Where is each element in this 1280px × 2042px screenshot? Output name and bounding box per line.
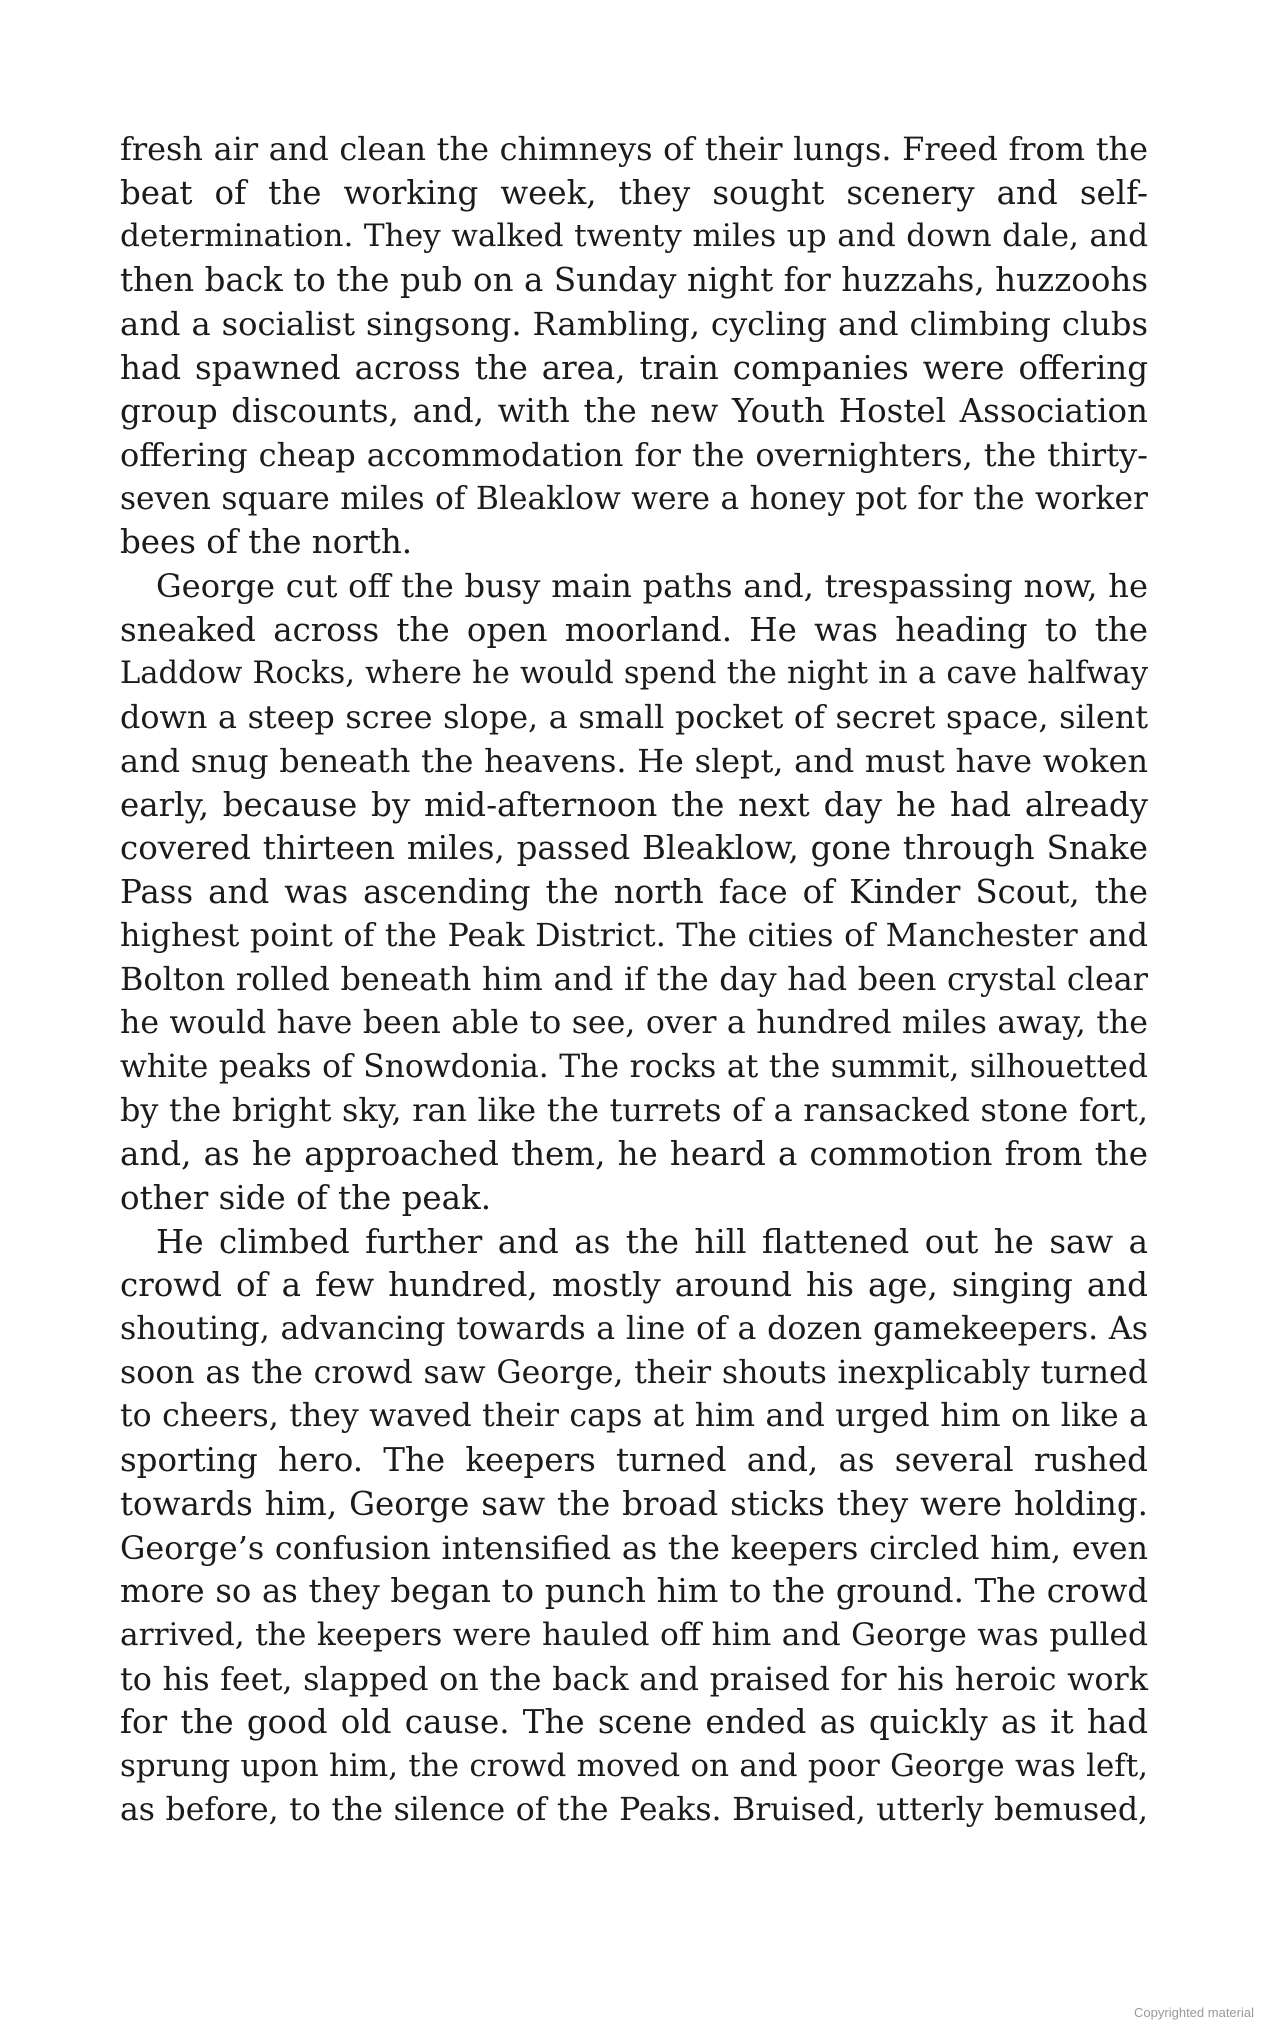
paragraph-3 <box>120 1221 1148 1833</box>
text-line: then back to the pub on a Sunday night for huzzahs, huzzoohs <box>120 261 1148 300</box>
text-line: arrived, the keepers were hauled off him and George was pulled <box>120 1616 1148 1653</box>
text-line: George cut off the busy main paths and, trespassing now, he <box>156 567 1148 606</box>
paragraph-1 <box>120 128 1148 565</box>
text-line: and a socialist singsong. Rambling, cycling and climbing clubs <box>120 304 1148 343</box>
text-line: other side of the peak. <box>120 1178 492 1217</box>
text-line: sneaked across the open moorland. He was heading to the <box>120 610 1148 649</box>
text-line: fresh air and clean the chimneys of their lungs. Freed from the <box>120 130 1148 168</box>
text-line: group discounts, and, with the new Youth Hostel Association <box>120 392 1148 431</box>
text-line: seven square miles of Bleaklow were a honey pot for the worker <box>120 480 1148 517</box>
text-line: George’s confusion intensified as the keepers circled him, even <box>120 1529 1148 1567</box>
text-line: as before, to the silence of the Peaks. Bruised, utterly bemused, <box>120 1791 1148 1828</box>
body-text <box>120 128 1148 1832</box>
text-line: Laddow Rocks, where he would spend the night in a cave halfway <box>120 656 1148 692</box>
text-line: Pass and was ascending the north face of Kinder Scout, the <box>120 872 1148 911</box>
text-line: sprung upon him, the crowd moved on and poor George was left, <box>120 1748 1148 1785</box>
text-line: early, because by mid-afternoon the next day he had already <box>120 785 1148 824</box>
text-line: determination. They walked twenty miles up and down dale, and <box>120 218 1148 255</box>
text-line: highest point of the Peak District. The cities of Manchester and <box>120 917 1148 954</box>
text-line: shouting, advancing towards a line of a dozen gamekeepers. As <box>120 1310 1148 1347</box>
text-line: beat of the working week, they sought scenery and self- <box>120 173 1148 212</box>
text-line: and snug beneath the heavens. He slept, and must have woken <box>120 741 1148 780</box>
text-line: had spawned across the area, train companies were offering <box>120 348 1148 387</box>
text-line: towards him, George saw the broad sticks they were holding. <box>120 1484 1148 1523</box>
text-line: crowd of a few hundred, mostly around his age, singing and <box>120 1266 1148 1305</box>
text-line: sporting hero. The keepers turned and, as several rushed <box>120 1441 1148 1480</box>
text-line: he would have been able to see, over a hundred miles away, the <box>120 1005 1148 1042</box>
text-line: by the bright sky, ran like the turrets of a ransacked stone fort, <box>120 1091 1148 1130</box>
text-line: for the good old cause. The scene ended as quickly as it had <box>120 1703 1148 1742</box>
text-line: He climbed further and as the hill flattened out he saw a <box>156 1222 1148 1261</box>
text-line: white peaks of Snowdonia. The rocks at the summit, silhouetted <box>120 1048 1148 1085</box>
paragraph-2 <box>120 565 1148 1221</box>
text-line: more so as they began to punch him to the ground. The crowd <box>120 1572 1148 1611</box>
text-line: soon as the crowd saw George, their shouts inexplicably turned <box>120 1354 1148 1391</box>
text-line: bees of the north. <box>120 523 413 562</box>
text-line: offering cheap accommodation for the overnighters, the thirty- <box>120 435 1148 474</box>
text-line: to his feet, slapped on the back and praised for his heroic work <box>120 1659 1148 1698</box>
text-line: to cheers, they waved their caps at him and urged him on like a <box>120 1398 1148 1435</box>
text-line: down a steep scree slope, a small pocket of secret space, silent <box>120 698 1148 737</box>
text-line: covered thirteen miles, passed Bleaklow, gone through Snake <box>120 829 1148 868</box>
text-line: and, as he approached them, he heard a commotion from the <box>120 1135 1148 1174</box>
copyright-watermark: Copyrighted material <box>1134 2005 1254 2020</box>
text-line: Bolton rolled beneath him and if the day had been crystal clear <box>120 960 1148 999</box>
